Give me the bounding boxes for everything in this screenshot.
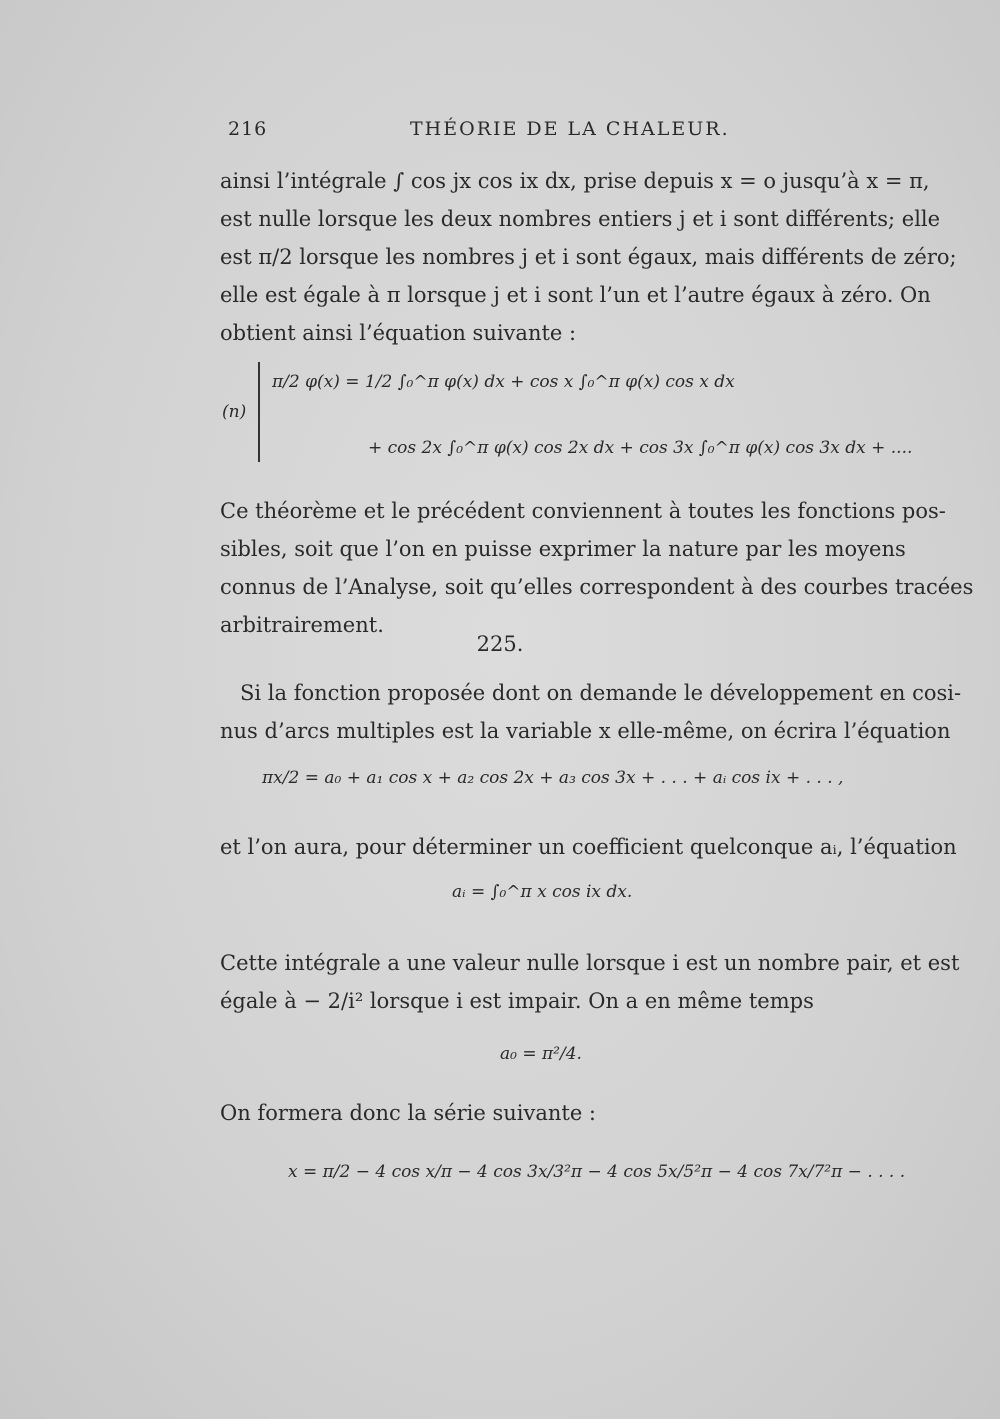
paragraph-3: [220, 674, 962, 750]
equation-brace: [258, 362, 260, 462]
text-line: obtient ainsi l’équation suivante :: [220, 321, 577, 345]
paragraph-1: [220, 162, 957, 352]
text-line: elle est égale à π lorsque j et i sont l’un et l’autre égaux à zéro. On: [220, 283, 931, 307]
equation-final: x = π/2 − 4 cos x/π − 4 cos 3x/3²π − 4 cos 5x/5²π − 4 cos 7x/7²π − . . . .: [288, 1162, 906, 1182]
text-line: égale à − 2/i² lorsque i est impair. On a en même temps: [220, 989, 814, 1013]
paragraph-4: [220, 828, 957, 866]
page-header: [228, 118, 888, 148]
text-line: Si la fonction proposée dont on demande le développement en cosi-: [240, 681, 962, 705]
text-line: est π/2 lorsque les nombres j et i sont égaux, mais différents de zéro;: [220, 245, 957, 269]
equation-a0: a₀ = π²/4.: [500, 1044, 582, 1064]
text-line: est nulle lorsque les deux nombres entiers j et i sont différents; elle: [220, 207, 941, 231]
text-line: On formera donc la série suivante :: [220, 1101, 597, 1125]
text-line: et l’on aura, pour déterminer un coefficient quelconque aᵢ, l’équation: [220, 835, 957, 859]
equation-n-line-2: + cos 2x ∫₀^π φ(x) cos 2x dx + cos 3x ∫₀^π φ(x) cos 3x dx + ....: [368, 438, 913, 458]
running-title: THÉORIE DE LA CHALEUR.: [410, 118, 730, 140]
text-line: arbitrairement.: [220, 613, 384, 637]
text-line: ainsi l’intégrale ∫ cos jx cos ix dx, prise depuis x = o jusqu’à x = π,: [220, 169, 930, 193]
text-line: Cette intégrale a une valeur nulle lorsque i est un nombre pair, et est: [220, 951, 960, 975]
text-line: nus d’arcs multiples est la variable x elle-même, on écrira l’équation: [220, 719, 951, 743]
equation-n-line-1: π/2 φ(x) = 1/2 ∫₀^π φ(x) dx + cos x ∫₀^π φ(x) cos x dx: [272, 372, 735, 392]
equation-ai: aᵢ = ∫₀^π x cos ix dx.: [452, 882, 633, 902]
equation-series: πx/2 = a₀ + a₁ cos x + a₂ cos 2x + a₃ cos 3x + . . . + aᵢ cos ix + . . . ,: [262, 768, 844, 788]
text-line: connus de l’Analyse, soit qu’elles correspondent à des courbes tracées: [220, 575, 974, 599]
paragraph-5: [220, 944, 960, 1020]
text-line: Ce théorème et le précédent conviennent à toutes les fonctions pos-: [220, 499, 946, 523]
text-line: sibles, soit que l’on en puisse exprimer la nature par les moyens: [220, 537, 906, 561]
paragraph-2: [220, 492, 974, 644]
equation-label: (n): [222, 402, 247, 422]
section-number: 225.: [476, 632, 524, 656]
page-number: 216: [228, 118, 268, 140]
paragraph-6: [220, 1094, 890, 1132]
